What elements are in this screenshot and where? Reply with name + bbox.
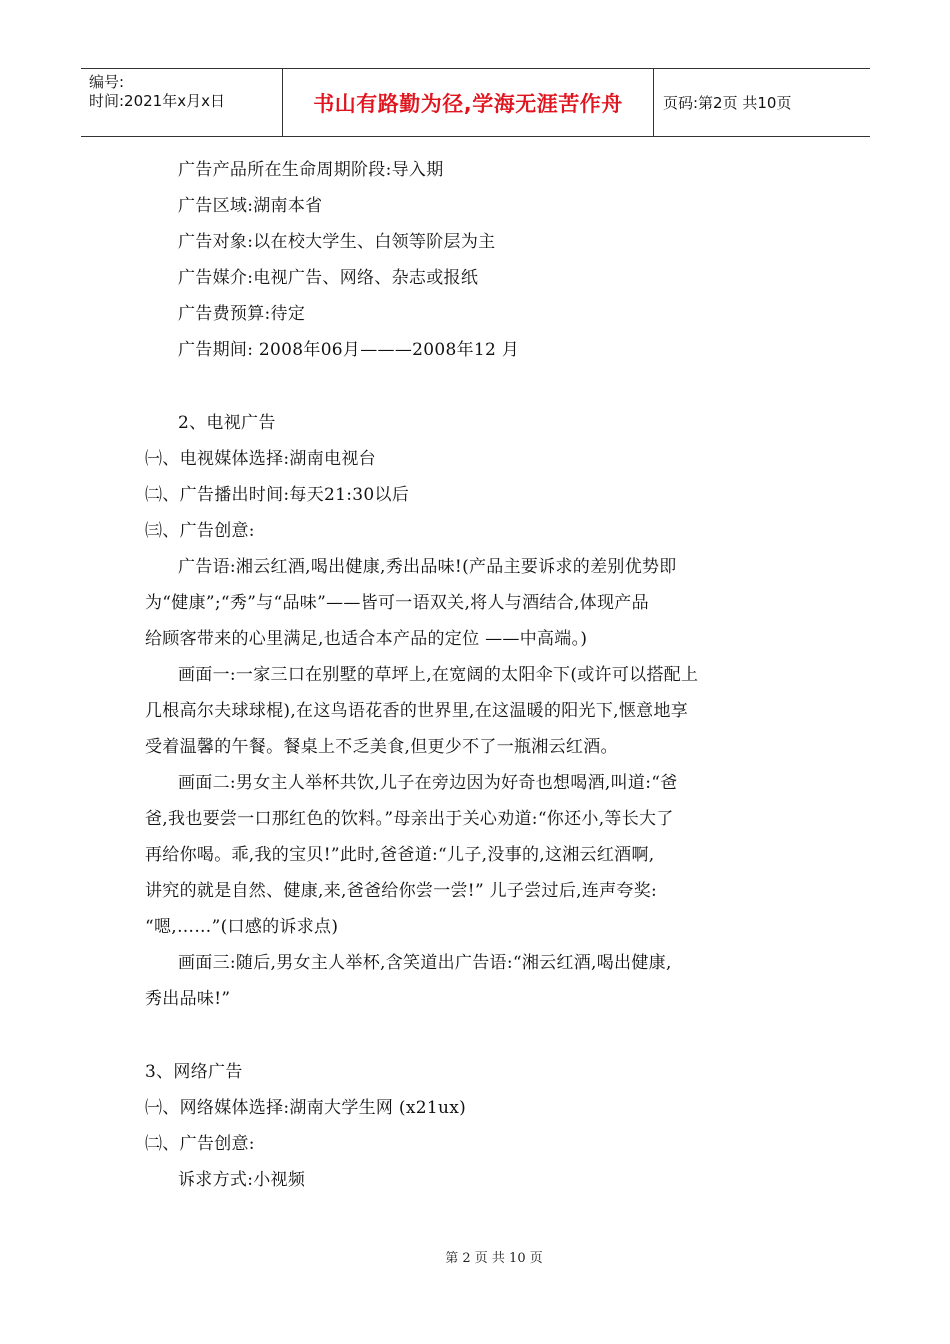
body-line: 秀出品味!”	[145, 989, 231, 1009]
body-line: 画面三:随后,男女主人举杯,含笑道出广告语:“湘云红酒,喝出健康,	[178, 953, 672, 973]
body-line: ㈡、广告播出时间:每天21:30以后	[145, 485, 410, 505]
body-line: ㈠、网络媒体选择:湖南大学生网 (x21ux)	[145, 1098, 467, 1118]
body-line: 爸,我也要尝一口那红色的饮料。”母亲出于关心劝道:“你还小,等长大了	[145, 809, 674, 829]
body-line: 受着温馨的午餐。餐桌上不乏美食,但更少不了一瓶湘云红酒。	[145, 737, 618, 757]
document-header	[81, 68, 870, 137]
body-line: 给顾客带来的心里满足,也适合本产品的定位 ——中高端。)	[145, 629, 588, 649]
body-line: ㈡、广告创意:	[145, 1134, 255, 1154]
body-line: 画面二:男女主人举杯共饮,儿子在旁边因为好奇也想喝酒,叫道:“爸	[178, 773, 678, 793]
section-heading: 2、电视广告	[178, 413, 276, 433]
header-motto: 书山有路勤为径,学海无涯苦作舟	[313, 91, 623, 116]
body-line: 广告媒介:电视广告、网络、杂志或报纸	[178, 268, 479, 288]
header-meta	[89, 73, 225, 111]
page-footer	[0, 1247, 950, 1266]
footer-page-number: 第 2 页 共 10 页	[445, 1251, 543, 1266]
body-line: 画面一:一家三口在别墅的草坪上,在宽阔的太阳伞下(或许可以搭配上	[178, 665, 699, 685]
body-line: 广告产品所在生命周期阶段:导入期	[178, 160, 444, 180]
body-line: 为“健康”;“秀”与“品味”——皆可一语双关,将人与酒结合,体现产品	[145, 593, 649, 613]
body-line: 再给你喝。乖,我的宝贝!”此时,爸爸道:“儿子,没事的,这湘云红酒啊,	[145, 845, 655, 865]
body-line: 讲究的就是自然、健康,来,爸爸给你尝一尝!” 儿子尝过后,连声夸奖:	[145, 881, 658, 901]
body-line: ㈠、电视媒体选择:湖南电视台	[145, 449, 376, 469]
body-line: 诉求方式:小视频	[178, 1170, 306, 1190]
body-line: ㈢、广告创意:	[145, 521, 255, 541]
header-page-info: 页码:第2页 共10页	[663, 94, 792, 112]
number-label: 编号:	[89, 73, 125, 91]
body-line: 广告语:湘云红酒,喝出健康,秀出品味!(产品主要诉求的差别优势即	[178, 557, 677, 577]
body-line: 广告费预算:待定	[178, 304, 306, 324]
header-divider	[653, 69, 654, 136]
body-line: “嗯,……”(口感的诉求点)	[145, 917, 339, 937]
section-heading: 3、网络广告	[145, 1062, 243, 1082]
time-label: 时间:2021年x月x日	[89, 92, 225, 110]
body-line: 广告期间: 2008年06月———2008年12 月	[178, 340, 520, 360]
body-line: 几根高尔夫球球棍),在这鸟语花香的世界里,在这温暖的阳光下,惬意地享	[145, 701, 689, 721]
body-line: 广告区域:湖南本省	[178, 196, 323, 216]
body-line: 广告对象:以在校大学生、白领等阶层为主	[178, 232, 496, 252]
